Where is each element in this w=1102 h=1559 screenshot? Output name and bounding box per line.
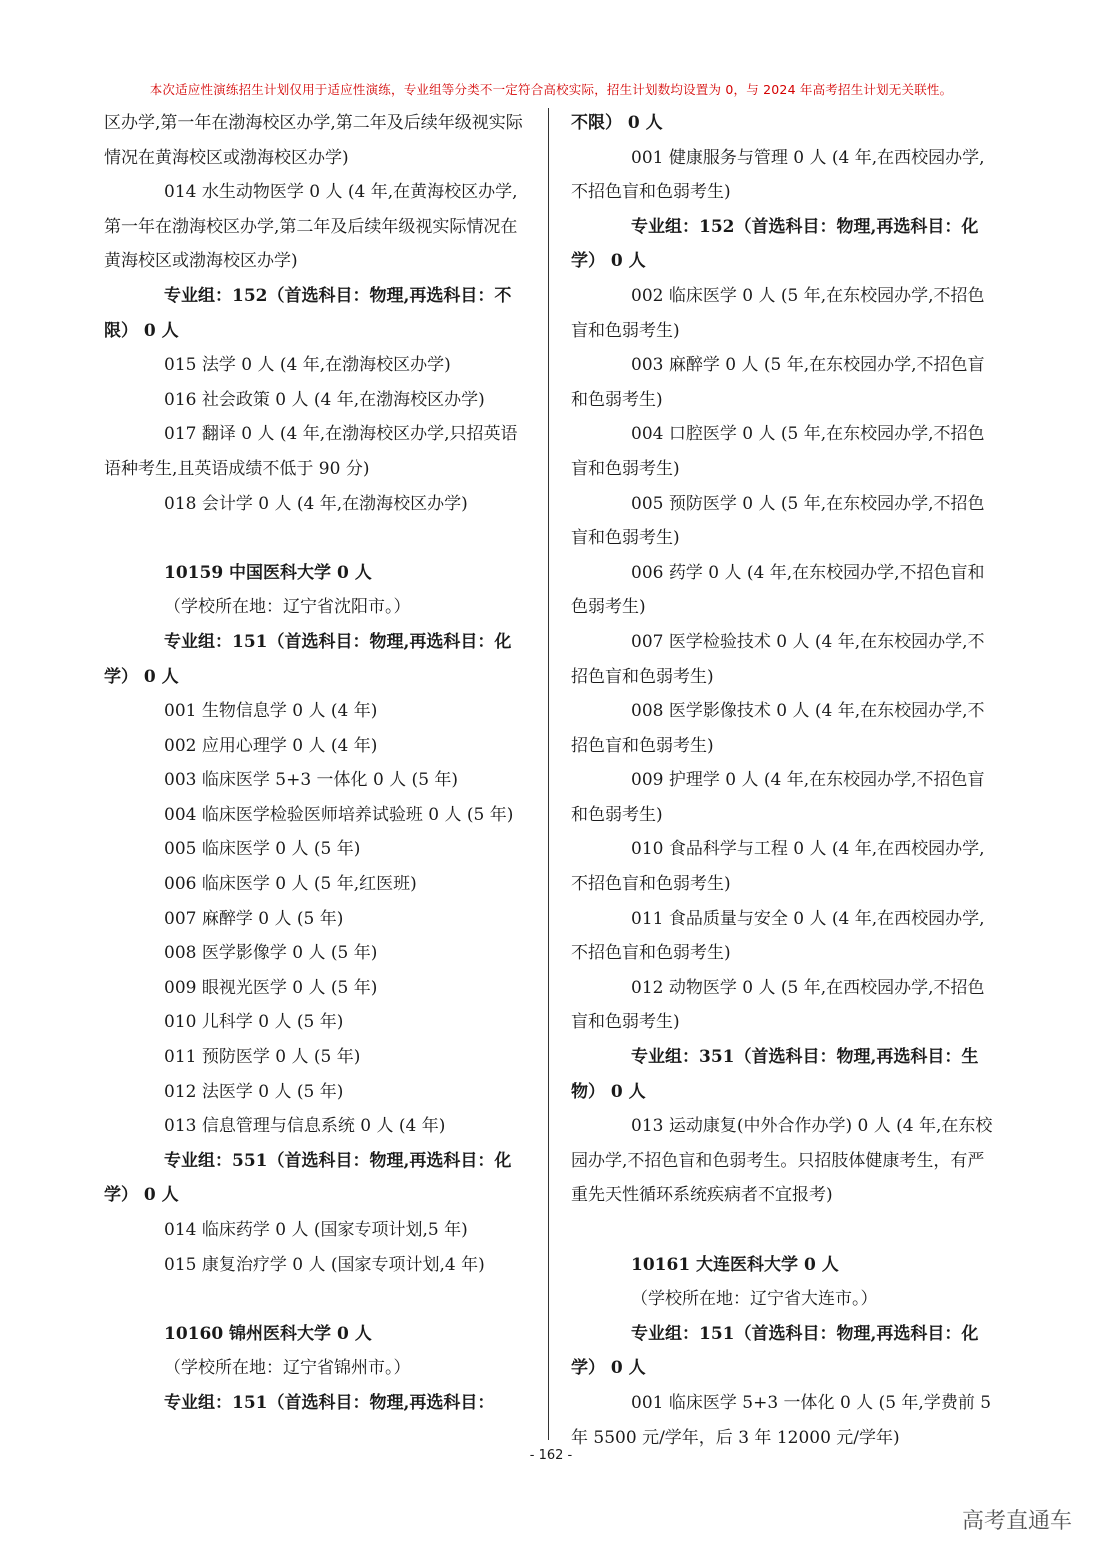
school-heading: 10159 中国医科大学 0 人 [164, 562, 372, 583]
major-item: 016 社会政策 0 人 (4 年,在渤海校区办学) [164, 389, 485, 410]
right-column [571, 106, 997, 1455]
major-item: 008 医学影像技术 0 人 (4 年,在东校园办学,不招色盲和色弱考生) [571, 701, 985, 756]
major-item: 010 儿科学 0 人 (5 年) [164, 1012, 344, 1033]
major-item: 006 药学 0 人 (4 年,在东校园办学,不招色盲和色弱考生) [571, 562, 985, 618]
major-item: 013 信息管理与信息系统 0 人 (4 年) [164, 1116, 446, 1137]
major-item: 009 护理学 0 人 (4 年,在东校园办学,不招色盲和色弱考生) [571, 770, 985, 825]
major-item: 005 临床医学 0 人 (5 年) [164, 839, 361, 860]
major-item: 005 预防医学 0 人 (5 年,在东校园办学,不招色盲和色弱考生) [571, 493, 985, 549]
school-location: （学校所在地：辽宁省大连市。） [631, 1289, 878, 1310]
major-item: 008 医学影像学 0 人 (5 年) [164, 943, 378, 964]
group-heading: 专业组：151（首选科目：物理,再选科目：化学） 0 人 [104, 631, 512, 687]
group-heading: 专业组：151（首选科目：物理,再选科目：化学） 0 人 [571, 1323, 979, 1379]
major-item: 012 动物医学 0 人 (5 年,在西校园办学,不招色盲和色弱考生) [571, 977, 985, 1033]
group-heading: 专业组：351（首选科目：物理,再选科目：生物） 0 人 [571, 1047, 979, 1102]
major-item: 010 食品科学与工程 0 人 (4 年,在西校园办学,不招色盲和色弱考生) [571, 839, 985, 895]
group-heading: 专业组：152（首选科目：物理,再选科目：不限） 0 人 [104, 285, 512, 341]
group-heading: 专业组：151（首选科目：物理,再选科目： [164, 1392, 495, 1413]
major-item: 015 康复治疗学 0 人 (国家专项计划,4 年) [164, 1254, 485, 1275]
group-heading-continued: 不限） 0 人 [571, 113, 663, 133]
major-item: 004 临床医学检验医师培养试验班 0 人 (5 年) [164, 804, 514, 825]
major-item: 018 会计学 0 人 (4 年,在渤海校区办学) [164, 493, 468, 514]
major-item: 001 健康服务与管理 0 人 (4 年,在西校园办学,不招色盲和色弱考生) [571, 147, 985, 203]
major-item: 011 预防医学 0 人 (5 年) [164, 1047, 361, 1068]
source-watermark: 高考直通车 [961, 1509, 1072, 1534]
school-location: （学校所在地：辽宁省沈阳市。） [164, 597, 411, 618]
page-number: - 162 - [529, 1448, 573, 1463]
school-heading: 10161 大连医科大学 0 人 [631, 1254, 839, 1275]
major-item: 009 眼视光医学 0 人 (5 年) [164, 977, 378, 998]
major-item: 006 临床医学 0 人 (5 年,红医班) [164, 874, 417, 895]
column-divider [548, 108, 549, 1440]
school-location: （学校所在地：辽宁省锦州市。） [164, 1358, 411, 1379]
paragraph: 区办学,第一年在渤海校区办学,第二年及后续年级视实际情况在黄海校区或渤海校区办学) [104, 113, 523, 168]
major-item: 011 食品质量与安全 0 人 (4 年,在西校园办学,不招色盲和色弱考生) [571, 908, 985, 964]
major-item: 007 医学检验技术 0 人 (4 年,在东校园办学,不招色盲和色弱考生) [571, 631, 985, 687]
major-item: 015 法学 0 人 (4 年,在渤海校区办学) [164, 355, 451, 376]
left-column [104, 106, 530, 1421]
major-item: 012 法医学 0 人 (5 年) [164, 1081, 344, 1102]
major-item: 003 麻醉学 0 人 (5 年,在东校园办学,不招色盲和色弱考生) [571, 355, 985, 410]
major-item: 003 临床医学 5+3 一体化 0 人 (5 年) [164, 770, 459, 791]
major-item: 014 水生动物医学 0 人 (4 年,在黄海校区办学,第一年在渤海校区办学,第二年及后续年级视实际情况在黄海校区或渤海校区办学) [104, 182, 518, 272]
major-item: 013 运动康复(中外合作办学) 0 人 (4 年,在东校园办学,不招色盲和色弱考生。只招肢体健康考生，有严重先天性循环系统疾病者不宜报考) [571, 1116, 993, 1206]
group-heading: 专业组：551（首选科目：物理,再选科目：化学） 0 人 [104, 1150, 512, 1206]
major-item: 017 翻译 0 人 (4 年,在渤海校区办学,只招英语语种考生,且英语成绩不低于 90 分) [104, 424, 518, 479]
major-item: 004 口腔医学 0 人 (5 年,在东校园办学,不招色盲和色弱考生) [571, 424, 985, 479]
major-item: 001 临床医学 5+3 一体化 0 人 (5 年,学费前 5 年 5500 元/学年，后 3 年 12000 元/学年) [571, 1392, 992, 1448]
major-item: 002 应用心理学 0 人 (4 年) [164, 735, 378, 756]
major-item: 007 麻醉学 0 人 (5 年) [164, 908, 344, 929]
major-item: 014 临床药学 0 人 (国家专项计划,5 年) [164, 1220, 468, 1240]
major-item: 001 生物信息学 0 人 (4 年) [164, 701, 378, 722]
group-heading: 专业组：152（首选科目：物理,再选科目：化学） 0 人 [571, 216, 979, 272]
major-item: 002 临床医学 0 人 (5 年,在东校园办学,不招色盲和色弱考生) [571, 285, 985, 341]
school-heading: 10160 锦州医科大学 0 人 [164, 1323, 372, 1344]
header-notice: 本次适应性演练招生计划仅用于适应性演练，专业组等分类不一定符合高校实际，招生计划数均设置为 0，与 2024 年高考招生计划无关联性。 [149, 82, 953, 97]
